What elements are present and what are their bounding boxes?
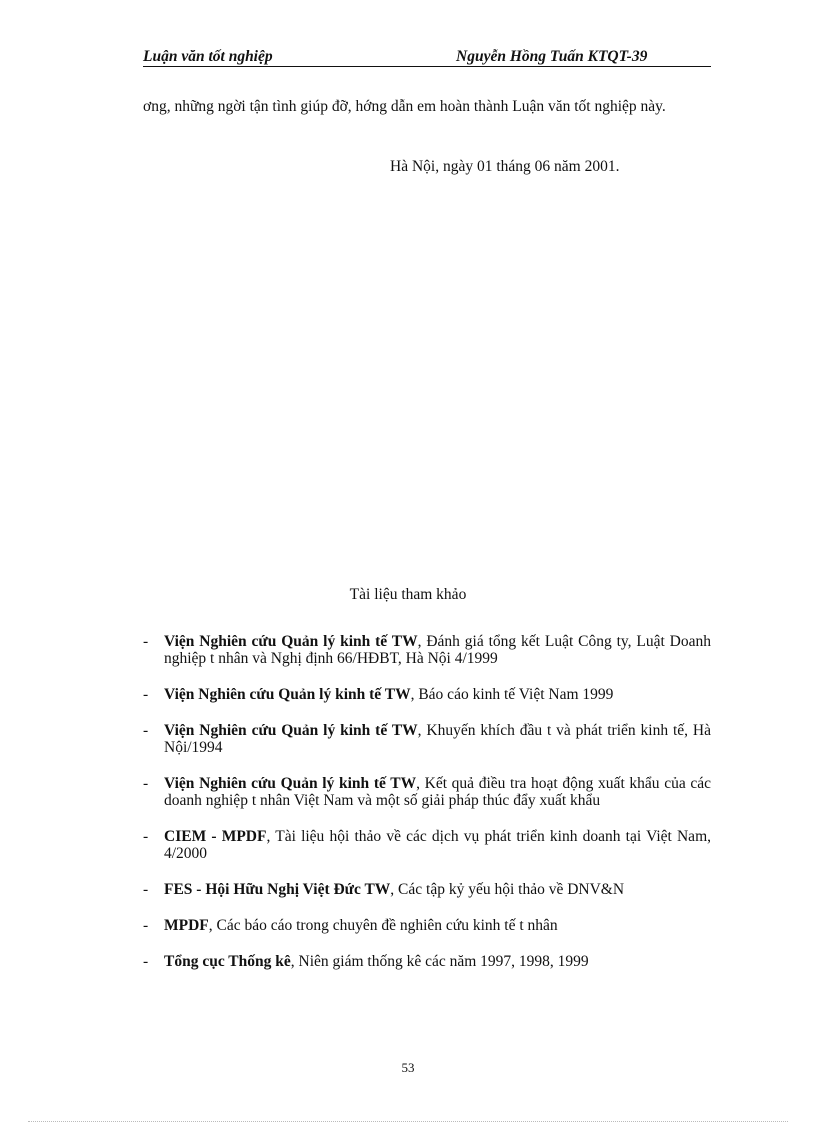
reference-author: Viện Nghiên cứu Quản lý kinh tế TW [164,686,411,703]
page-header [143,48,711,67]
reference-author: Tổng cục Thống kê [164,953,291,970]
reference-item: - MPDF, Các báo cáo trong chuyên đề nghiên cứu kinh tế t nhân [143,917,558,934]
reference-author: Viện Nghiên cứu Quản lý kinh tế TW [164,633,418,650]
reference-text: , Các tập kỷ yếu hội thảo về DNV&N [390,881,625,898]
reference-item: - Tổng cục Thống kê, Niên giám thống kê các năm 1997, 1998, 1999 [143,953,589,970]
header-thesis-label: Luận văn tốt nghiệp [143,48,273,65]
reference-author: Viện Nghiên cứu Quản lý kinh tế TW [164,775,417,792]
reference-author: FES - Hội Hữu Nghị Việt Đức TW [164,881,391,898]
reference-text: , Niên giám thống kê các năm 1997, 1998, 1999 [290,953,589,970]
footer-divider [28,1121,788,1122]
reference-author: Viện Nghiên cứu Quản lý kinh tế TW [164,722,418,739]
reference-text: , Các báo cáo trong chuyên đề nghiên cứu kinh tế t nhân [208,917,558,934]
reference-item: - FES - Hội Hữu Nghị Việt Đức TW, Các tập kỷ yếu hội thảo về DNV&N [143,881,625,898]
reference-item: - Viện Nghiên cứu Quản lý kinh tế TW, Báo cáo kinh tế Việt Nam 1999 [143,686,614,703]
references-title: Tài liệu tham khảo [349,586,467,603]
header-author: Nguyễn Hồng Tuấn KTQT-39 [456,48,648,65]
reference-text: , Tài liệu hội thảo về các dịch vụ phát triển kinh doanh tại Việt Nam, 4/2000 [164,828,711,862]
page-number: 53 [401,1060,415,1075]
reference-item: - Viện Nghiên cứu Quản lý kinh tế TW, Đánh giá tổng kết Luật Công ty, Luật Doanh nghiệp t nhân và Nghị định 66/HĐBT, Hà Nội 4/1999 [143,633,711,667]
reference-text: , Báo cáo kinh tế Việt Nam 1999 [410,686,614,703]
reference-author: CIEM - MPDF [164,828,267,845]
reference-text: , Kết quả điều tra hoạt động xuất khẩu của các doanh nghiệp t nhân Việt Nam và một số giải pháp thúc đẩy xuất khẩu [164,775,712,809]
reference-item: - Viện Nghiên cứu Quản lý kinh tế TW, Khuyến khích đầu t và phát triển kinh tế, Hà Nội/1994 [143,722,712,756]
reference-item: - Viện Nghiên cứu Quản lý kinh tế TW, Kết quả điều tra hoạt động xuất khẩu của các doanh nghiệp t nhân Việt Nam và một số giải pháp thúc đẩy xuất khẩu [143,775,712,809]
acknowledgement-paragraph: ơng, những ngời tận tình giúp đỡ, hớng dẫn em hoàn thành Luận văn tốt nghiệp này. [143,98,666,115]
reference-text: , Khuyến khích đầu t và phát triển kinh tế, Hà Nội/1994 [164,722,712,756]
reference-author: MPDF [164,917,209,934]
references-list [143,633,711,970]
date-signature: Hà Nội, ngày 01 tháng 06 năm 2001. [390,158,620,175]
reference-text: , Đánh giá tổng kết Luật Công ty, Luật Doanh nghiệp t nhân và Nghị định 66/HĐBT, Hà Nội 4/1999 [164,633,711,667]
reference-item: - CIEM - MPDF, Tài liệu hội thảo về các dịch vụ phát triển kinh doanh tại Việt Nam, 4/2000 [143,828,711,862]
